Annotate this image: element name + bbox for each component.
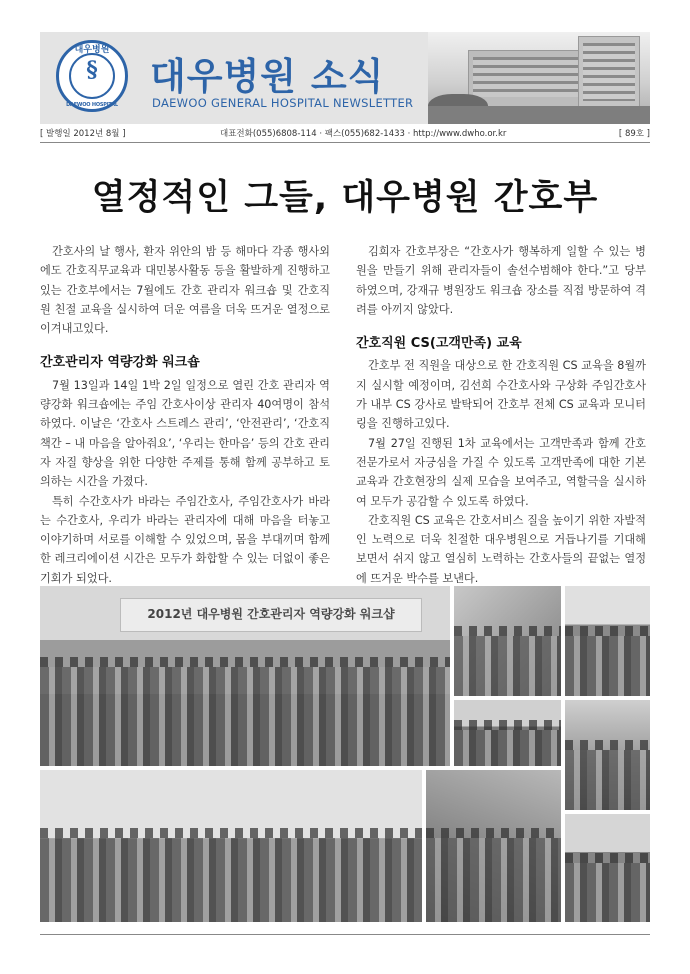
logo-bottom-text: DAEWOO HOSPITAL [66, 102, 118, 108]
newsletter-title: 대우병원 소식 [150, 55, 385, 98]
cs-paragraph-1: 간호부 전 직원을 대상으로 한 간호직원 CS 교육을 8월까지 실시할 예정이며, 김선희 수간호사와 구상화 주임간호사가 내부 CS 강사로 발탁되어 간호부 전체 CS 교육과 모니터링을 진행하고있다. [356, 359, 646, 431]
hospital-building-photo [428, 32, 650, 124]
workshop-paragraph-2: 특히 수간호사가 바라는 주임간호사, 주임간호사가 바라는 수간호사, 우리가 바라는 관리자에 대해 마음을 터놓고 이야기하며 서로를 이해할 수 있었으며, 몸을 부대끼며 함께 한 레크리에이션 시간은 모두가 화합할 수 있는 더없이 좋은 기회가 되었다. [40, 494, 330, 585]
photo-group-activity [565, 700, 650, 810]
masthead [40, 32, 650, 124]
photo-classroom [565, 586, 650, 696]
footer-divider [40, 934, 650, 935]
logo-symbol-icon: § [86, 57, 98, 83]
right-column [356, 242, 646, 588]
contact-info: 대표전화(055)6808-114 · 팩스(055)682-1433 · http://www.dwho.or.kr [220, 129, 507, 139]
photo-recreation [40, 770, 422, 922]
hospital-logo [56, 40, 128, 112]
issue-number: [ 89호 ] [618, 129, 650, 139]
section-title-workshop: 간호관리자 역량강화 워크숍 [40, 355, 200, 371]
photo-cs-training [565, 814, 650, 922]
photo-group-workshop [40, 586, 450, 766]
photo-discussion [454, 700, 561, 766]
director-paragraph: 김희자 간호부장은 “간호사가 행복하게 일할 수 있는 병원을 만들기 위해 관리자들이 솔선수범해야 한다.”고 당부하였으며, 강재규 병원장도 워크숍 장소를 직접 방문하여 격려를 아끼지 않았다. [356, 245, 646, 316]
workshop-paragraph-1: 7월 13일과 14일 1박 2일 일정으로 열린 간호 관리자 역량강화 워크숍에는 주임 간호사이상 관리자 40여명이 참석하였다. 이날은 ‘간호사 스트레스 관리’, ‘안전관리’, ‘간호직책간 – 내 마음을 알아줘요’, ‘우리는 한마음’ 등의 간호 관리자 자질 향상을 위한 다양한 주제를 통해 함께 공부하고 토의하는 시간을 가졌다. [40, 378, 330, 489]
cs-paragraph-3: 간호직원 CS 교육은 간호서비스 질을 높이기 위한 자발적인 노력으로 더욱 친절한 대우병원으로 거듭나기를 기대해 보면서 쉬지 않고 열심히 노력하는 간호사들의 끝없는 열정에 뜨거운 박수를 보낸다. [356, 513, 646, 585]
left-column [40, 242, 330, 588]
article-headline: 열정적인 그들, 대우병원 간호부 [91, 178, 599, 218]
workshop-banner [120, 598, 422, 632]
photo-nurses-closeup [426, 770, 561, 922]
header-divider [40, 142, 650, 143]
intro-paragraph: 간호사의 날 행사, 환자 위안의 밤 등 해마다 각종 행사외에도 간호직무교육과 대민봉사활동 등을 활발하게 진행하고 있는 간호부에서는 7월에도 간호 관리자 워크숍 및 간호직원 친절 교육을 실시하여 더운 여름을 더욱 뜨거운 열정으로 이겨내고있다. [40, 245, 330, 336]
photo-seminar-room [454, 586, 561, 696]
newsletter-subtitle: DAEWOO GENERAL HOSPITAL NEWSLETTER [152, 96, 414, 110]
logo-top-text: 대우병원 [74, 45, 110, 55]
issue-info-bar [40, 127, 650, 141]
banner-text: 2012년 대우병원 간호관리자 역량강화 워크샵 [147, 607, 395, 621]
section-title-cs: 간호직원 CS(고객만족) 교육 [356, 336, 522, 352]
issue-date: [ 발행일 2012년 8월 ] [40, 129, 126, 139]
cs-paragraph-2: 7월 27일 진행된 1차 교육에서는 고객만족과 함께 간호전문가로서 자긍심을 가질 수 있도록 고객만족에 대한 기본교육과 간호현장의 실제 모습을 보여주고, 역할극을 실시하여 모두가 공감할 수 있도록 하였다. [356, 436, 646, 508]
